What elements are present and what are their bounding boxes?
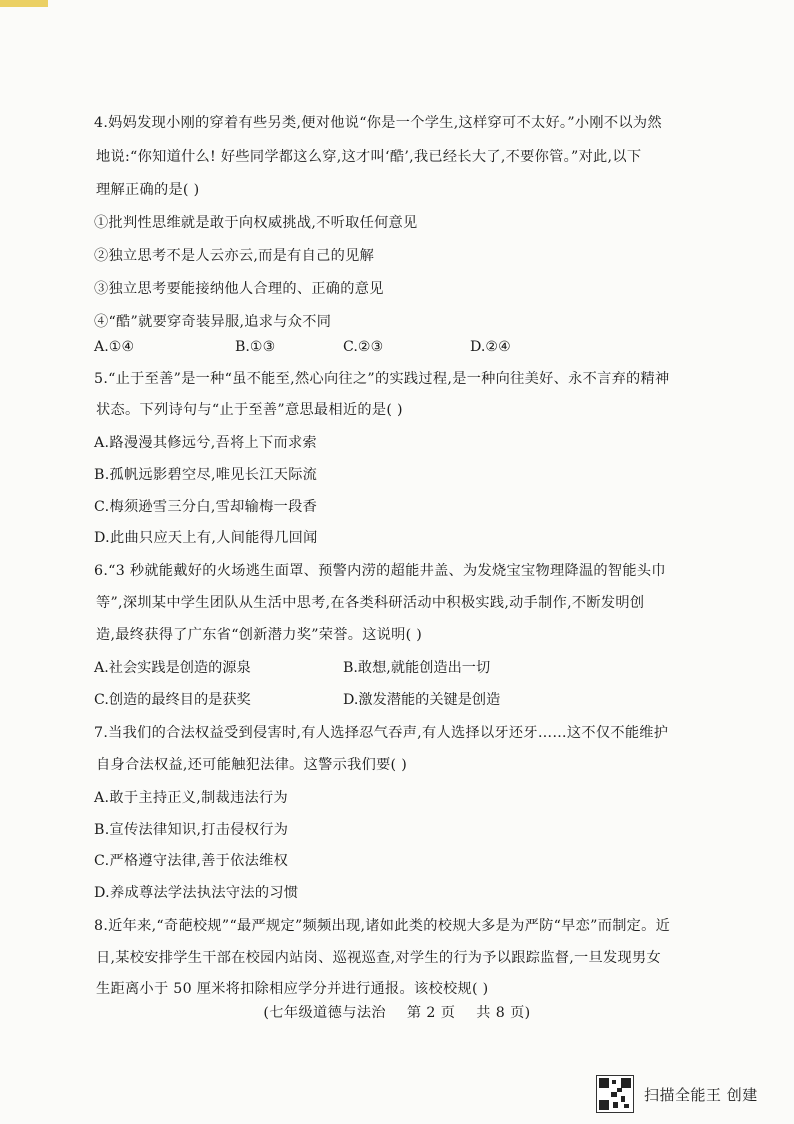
q6-option-d: D.激发潜能的关键是创造 [343,692,501,708]
q8-stem-line-2: 日,某校安排学生干部在校园内站岗、巡视巡查,对学生的行为予以跟踪监督,一旦发现男女 [96,950,661,966]
scanner-watermark [596,1074,758,1114]
q7-option-a: A.敢于主持正义,制裁违法行为 [94,790,289,806]
q4-option-d: D.②④ [470,339,511,355]
page-footer [0,1002,794,1022]
q6-stem-line-2: 等”,深圳某中学生团队从生活中思考,在各类科研活动中积极实践,动手制作,不断发明创 [96,595,645,611]
q4-stem-line-1: 4.妈妈发现小刚的穿着有些另类,便对他说“你是一个学生,这样穿可不太好。”小刚不以为然 [94,115,662,131]
q5-stem-line-2: 状态。下列诗句与“止于至善”意思最相近的是( ) [96,402,403,418]
q4-stem-line-3: 理解正确的是( ) [96,182,200,198]
q4-statement-1: ①批判性思维就是敢于向权威挑战,不听取任何意见 [94,215,418,231]
q4-stem-line-2: 地说:“你知道什么! 好些同学都这么穿,这才叫‘酷’,我已经长大了,不要你管。”对此,以下 [96,149,642,165]
q6-stem-line-3: 造,最终获得了广东省“创新潜力奖”荣誉。这说明( ) [96,627,423,643]
q4-statement-2: ②独立思考不是人云亦云,而是有自己的见解 [94,248,375,264]
q7-stem-line-2: 自身合法权益,还可能触犯法律。这警示我们要( ) [96,757,408,773]
scan-corner-mark [0,0,48,7]
q4-statement-4: ④“酷”就要穿奇装异服,追求与众不同 [94,314,332,330]
q7-option-d: D.养成尊法学法执法守法的习惯 [94,885,299,901]
q4-statement-3: ③独立思考要能接纳他人合理的、正确的意见 [94,281,384,297]
q5-option-c: C.梅须逊雪三分白,雪却输梅一段香 [94,499,318,515]
watermark-text: 扫描全能王 创建 [644,1085,758,1104]
footer-page-number: 第 2 页 [406,1005,456,1021]
q6-stem-line-1: 6.“3 秒就能戴好的火场逃生面罩、预警内涝的超能井盖、为发烧宝宝物理降温的智能头巾 [94,563,666,579]
q6-option-b: B.敢想,就能创造出一切 [343,660,491,676]
q5-option-b: B.孤帆远影碧空尽,唯见长江天际流 [94,467,318,483]
q4-option-c: C.②③ [343,339,384,355]
q5-option-a: A.路漫漫其修远兮,吾将上下而求索 [94,435,317,451]
q7-option-b: B.宣传法律知识,打击侵权行为 [94,822,289,838]
q4-option-b: B.①③ [235,339,276,355]
q5-stem-line-1: 5.“止于至善”是一种“虽不能至,然心向往之”的实践过程,是一种向往美好、永不言弃的精神 [94,371,670,387]
q6-option-c: C.创造的最终目的是获奖 [94,692,251,708]
q4-option-a: A.①④ [94,339,135,355]
q7-option-c: C.严格遵守法律,善于依法维权 [94,853,289,869]
q8-stem-line-1: 8.近年来,“奇葩校规”“最严规定”频频出现,诸如此类的校规大多是为严防“早恋”而制定。近 [94,918,671,934]
footer-subject: (七年级道德与法治 [263,1005,386,1021]
q7-stem-line-1: 7.当我们的合法权益受到侵害时,有人选择忍气吞声,有人选择以牙还牙……这不仅不能维护 [94,725,669,741]
q6-option-a: A.社会实践是创造的源泉 [94,660,251,676]
q5-option-d: D.此曲只应天上有,人间能得几回闻 [94,530,318,546]
footer-total-pages: 共 8 页) [476,1005,531,1021]
q8-stem-line-3: 生距离小于 50 厘米将扣除相应学分并进行通报。该校校规( ) [96,981,489,997]
qr-code-icon [596,1075,634,1113]
